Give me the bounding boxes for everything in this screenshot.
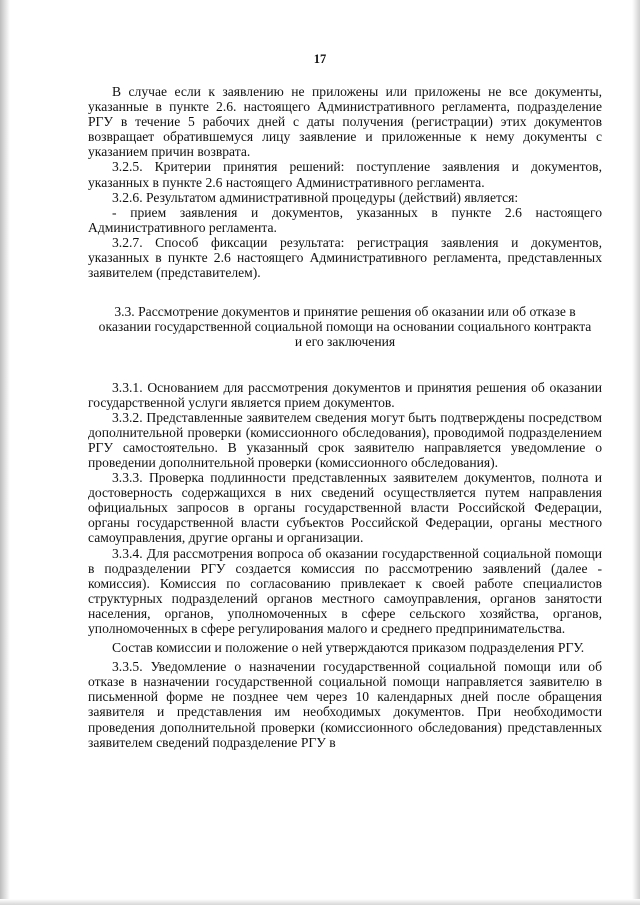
section-heading-3-3: 3.3. Рассмотрение документов и принятие решения об оказании или об отказе в оказании государственной социальной помощи на основании социального контракта и его заключения xyxy=(98,304,592,350)
paragraph-3-2-7: 3.2.7. Способ фиксации результата: регистрация заявления и документов, указанных в пункте 2.6 настоящего Административного регламента, представленных заявителем (представителем). xyxy=(88,234,602,281)
scan-right-edge-shadow xyxy=(632,0,640,905)
paragraph-3-3-5: 3.3.5. Уведомление о назначении государственной социальной помощи или об отказе в назначении государственной социальной помощи направляется заявителю в письменной форме не позднее чем через 10 календарных дней после обращения заявителя и представления им необходимых документов. При необходимости проведения дополнительной проверки (комиссионного обследования) представленных заявителем сведений подразделение РГУ в xyxy=(88,659,602,750)
scan-bottom-edge-shadow xyxy=(0,899,640,905)
paragraph-3-3-3: 3.3.3. Проверка подлинности представленных заявителем документов, полнота и достоверность содержащихся в них сведений осуществляется путем направления официальных запросов в органы государственной власти Российской Федерации, органы государственной власти субъектов Российской Федерации, органы местного самоуправления, другие органы и организации. xyxy=(88,470,602,546)
page-number: 17 xyxy=(313,52,327,66)
scan-left-edge-shadow xyxy=(0,0,10,905)
document-body xyxy=(88,84,602,750)
paragraph-commission-composition: Состав комиссии и положение о ней утверждаются приказом подразделения РГУ. xyxy=(112,640,585,656)
paragraph-3-3-1: 3.3.1. Основанием для рассмотрения документов и принятия решения об оказании государственной услуги является прием документов. xyxy=(88,379,602,410)
paragraph-3-2-6: 3.2.6. Результатом административной процедуры (действий) является: xyxy=(112,189,519,205)
paragraph-return-documents: В случае если к заявлению не приложены или приложены не все документы, указанные в пункте 2.6. настоящего Административного регламента, подразделение РГУ в течение 5 рабочих дней с даты получения (регистрации) этих документов возвращает обратившемуся лицу заявление и приложенные к нему документы с указанием причин возврата. xyxy=(88,84,602,160)
paragraph-3-3-2: 3.3.2. Представленные заявителем сведения могут быть подтверждены посредством дополнительной проверки (комиссионного обследования), проводимой подразделением РГУ самостоятельно. В указанный срок заявителю направляется уведомление о проведении дополнительной проверки (комиссионного обследования). xyxy=(88,409,602,470)
paragraph-3-3-4: 3.3.4. Для рассмотрения вопроса об оказании государственной социальной помощи в подразделении РГУ создается комиссия по рассмотрению заявлений (далее - комиссия). Комиссия по согласованию привлекает к своей работе специалистов структурных подразделений органов местного самоуправления, органов занятости населения, органов, уполномоченных в сфере сельского хозяйства, органов, уполномоченных в сфере регулирования малого и среднего предпринимательства. xyxy=(88,545,602,636)
paragraph-3-2-5: 3.2.5. Критерии принятия решений: поступление заявления и документов, указанных в пункте 2.6 настоящего Административного регламента. xyxy=(88,159,602,190)
paragraph-3-2-6-item: - прием заявления и документов, указанных в пункте 2.6 настоящего Административного регламента. xyxy=(88,204,602,235)
